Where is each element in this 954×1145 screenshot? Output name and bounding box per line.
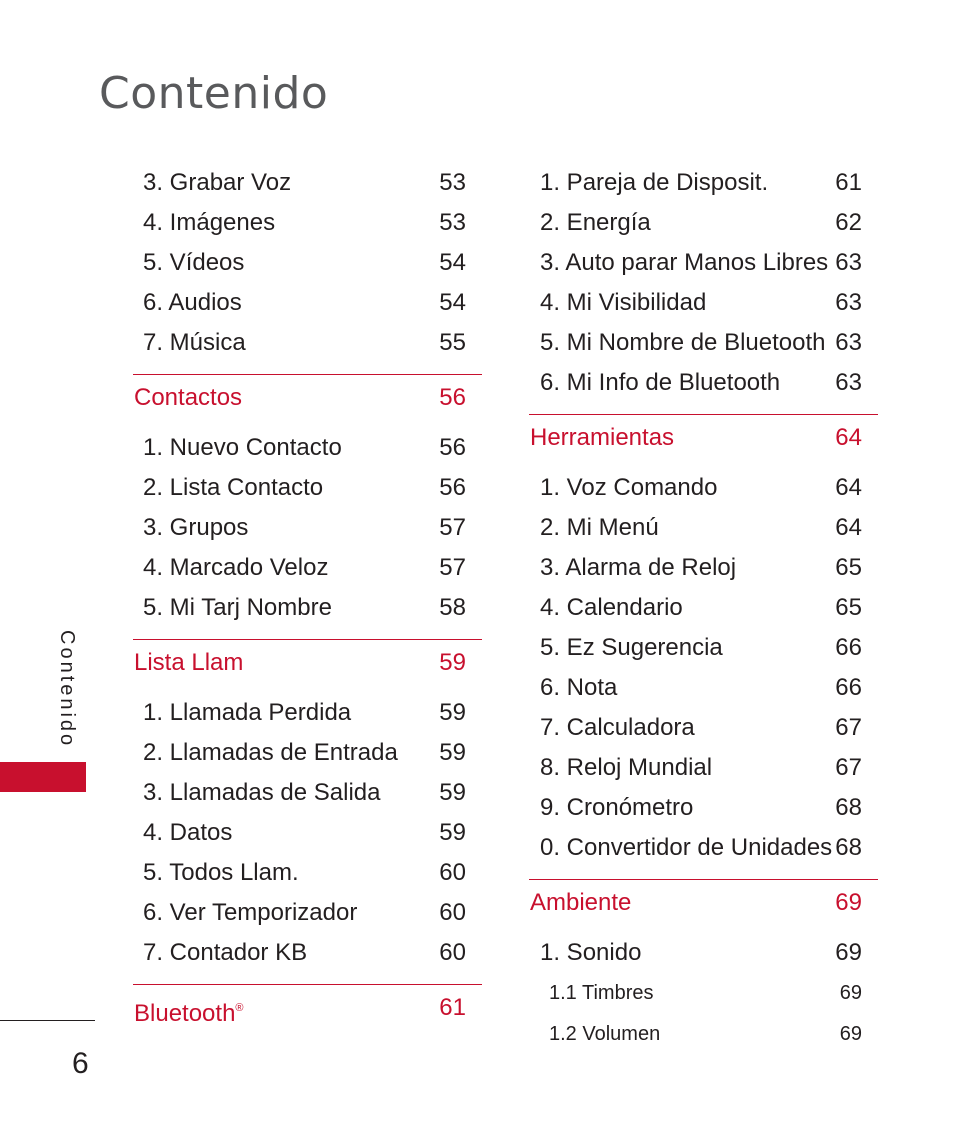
toc-entry[interactable]: [540, 328, 862, 358]
toc-entry-label: 4. Calendario: [540, 594, 683, 621]
toc-entry-page: 59: [439, 819, 466, 846]
toc-entry-page: 69: [839, 982, 862, 1004]
toc-entry[interactable]: [540, 553, 862, 583]
toc-entry-page: 65: [835, 594, 862, 621]
section-divider: [529, 879, 878, 880]
registered-mark: ®: [235, 1002, 244, 1014]
toc-entry-page: 60: [439, 859, 466, 886]
toc-entry-label: 2. Llamadas de Entrada: [143, 739, 398, 766]
toc-entry-label: 6. Ver Temporizador: [143, 899, 358, 926]
toc-entry[interactable]: [143, 168, 466, 198]
toc-entry[interactable]: [540, 753, 862, 783]
toc-section-heading[interactable]: [134, 648, 466, 678]
toc-entry-page: 67: [835, 754, 862, 781]
toc-entry-label: 4. Marcado Veloz: [143, 554, 329, 581]
toc-entry[interactable]: [143, 818, 466, 848]
toc-entry-page: 65: [835, 554, 862, 581]
toc-section-title: Lista Llam: [134, 649, 244, 676]
toc-section-page: 56: [439, 384, 466, 411]
toc-entry-label: 2. Mi Menú: [540, 514, 659, 541]
toc-entry-page: 53: [439, 169, 466, 196]
toc-entry-page: 61: [835, 169, 862, 196]
toc-entry-label: 4. Datos: [143, 819, 233, 846]
section-divider: [133, 374, 482, 375]
toc-entry[interactable]: [540, 593, 862, 623]
toc-entry[interactable]: [540, 248, 862, 278]
toc-entry-label: 5. Todos Llam.: [143, 859, 299, 886]
toc-entry-page: 59: [439, 779, 466, 806]
toc-entry[interactable]: [143, 938, 466, 968]
toc-entry-page: 56: [439, 434, 466, 461]
toc-section-page: 61: [439, 994, 466, 1021]
toc-entry-label: 6. Mi Info de Bluetooth: [540, 369, 781, 396]
toc-subentry[interactable]: [549, 978, 862, 1008]
toc-entry[interactable]: [143, 778, 466, 808]
toc-entry-label: 4. Mi Visibilidad: [540, 289, 707, 316]
toc-entry-label: 1.1 Timbres: [549, 982, 654, 1004]
toc-section-heading[interactable]: [134, 993, 466, 1027]
toc-section-title: Contactos: [134, 384, 243, 411]
toc-entry-label: 1. Pareja de Disposit.: [540, 169, 769, 196]
toc-entry[interactable]: [540, 368, 862, 398]
toc-entry-page: 57: [439, 554, 466, 581]
toc-entry[interactable]: [143, 248, 466, 278]
toc-entry-label: 3. Llamadas de Salida: [143, 779, 381, 806]
toc-entry[interactable]: [143, 698, 466, 728]
toc-entry-label: 7. Música: [143, 329, 246, 356]
toc-entry[interactable]: [143, 898, 466, 928]
toc-section-heading[interactable]: [530, 888, 862, 918]
toc-entry-label: 3. Grupos: [143, 514, 249, 541]
toc-entry-page: 63: [835, 249, 862, 276]
toc-entry[interactable]: [540, 673, 862, 703]
toc-entry[interactable]: [540, 168, 862, 198]
toc-entry-page: 63: [835, 369, 862, 396]
toc-entry[interactable]: [540, 288, 862, 318]
toc-entry[interactable]: [143, 208, 466, 238]
toc-section-title: Bluetooth®: [134, 1000, 244, 1027]
toc-entry-page: 57: [439, 514, 466, 541]
page-number: 6: [72, 1047, 89, 1080]
toc-entry-page: 56: [439, 474, 466, 501]
toc-entry[interactable]: [540, 833, 862, 863]
toc-entry-label: 1. Voz Comando: [540, 474, 718, 501]
toc-entry-label: 4. Imágenes: [143, 209, 276, 236]
toc-entry-page: 60: [439, 899, 466, 926]
toc-entry-label: 1. Nuevo Contacto: [143, 434, 342, 461]
toc-entry[interactable]: [143, 288, 466, 318]
toc-entry-page: 59: [439, 739, 466, 766]
toc-entry-label: 5. Vídeos: [143, 249, 245, 276]
toc-entry[interactable]: [540, 793, 862, 823]
toc-entry-page: 63: [835, 329, 862, 356]
toc-section-page: 59: [439, 649, 466, 676]
toc-entry-label: 8. Reloj Mundial: [540, 754, 713, 781]
toc-entry-page: 66: [835, 634, 862, 661]
toc-entry-label: 3. Auto parar Manos Libres: [540, 249, 829, 276]
toc-entry-label: 7. Contador KB: [143, 939, 308, 966]
section-divider: [133, 639, 482, 640]
toc-entry-page: 68: [835, 794, 862, 821]
toc-entry-label: 5. Mi Tarj Nombre: [143, 594, 332, 621]
section-divider: [133, 984, 482, 985]
toc-entry-page: 69: [835, 939, 862, 966]
toc-entry[interactable]: [540, 513, 862, 543]
toc-entry-page: 67: [835, 714, 862, 741]
toc-entry-page: 60: [439, 939, 466, 966]
toc-entry[interactable]: [143, 513, 466, 543]
toc-entry-label: 2. Lista Contacto: [143, 474, 324, 501]
page-number-rule: [0, 1020, 95, 1021]
toc-entry-label: 5. Ez Sugerencia: [540, 634, 723, 661]
toc-entry-page: 62: [835, 209, 862, 236]
toc-entry[interactable]: [540, 633, 862, 663]
toc-entry-label: 7. Calculadora: [540, 714, 695, 741]
toc-entry-page: 69: [839, 1023, 862, 1045]
toc-section-heading[interactable]: [134, 383, 466, 413]
toc-entry-page: 54: [439, 289, 466, 316]
toc-entry-page: 64: [835, 474, 862, 501]
toc-entry-page: 59: [439, 699, 466, 726]
toc-entry[interactable]: [540, 208, 862, 238]
toc-entry-page: 66: [835, 674, 862, 701]
side-section-label: Contenido: [56, 630, 78, 749]
toc-entry-label: 6. Nota: [540, 674, 618, 701]
toc-entry-label: 3. Grabar Voz: [143, 169, 292, 196]
toc-entry[interactable]: [143, 328, 466, 358]
toc-entry-label: 1.2 Volumen: [549, 1023, 661, 1045]
toc-entry-page: 55: [439, 329, 466, 356]
toc-entry[interactable]: [143, 553, 466, 583]
toc-entry-label: 3. Alarma de Reloj: [540, 554, 737, 581]
side-tab-marker: [0, 762, 86, 792]
toc-entry-label: 6. Audios: [143, 289, 242, 316]
toc-entry[interactable]: [143, 433, 466, 463]
toc-entry-label: 0. Convertidor de Unidades: [540, 834, 833, 861]
toc-entry-page: 53: [439, 209, 466, 236]
toc-subentry[interactable]: [549, 1019, 862, 1049]
toc-entry[interactable]: [143, 738, 466, 768]
toc-section-page: 64: [835, 424, 862, 451]
toc-entry-page: 68: [835, 834, 862, 861]
toc-entry-label: 5. Mi Nombre de Bluetooth: [540, 329, 826, 356]
toc-entry-page: 58: [439, 594, 466, 621]
toc-entry[interactable]: [143, 473, 466, 503]
toc-entry[interactable]: [143, 858, 466, 888]
toc-section-title: Ambiente: [530, 889, 632, 916]
toc-entry[interactable]: [143, 593, 466, 623]
toc-section-heading[interactable]: [530, 423, 862, 453]
toc-section-title: Herramientas: [530, 424, 675, 451]
toc-entry-label: 1. Llamada Perdida: [143, 699, 352, 726]
toc-entry[interactable]: [540, 713, 862, 743]
toc-entry[interactable]: [540, 473, 862, 503]
toc-entry-label: 2. Energía: [540, 209, 651, 236]
page-title: Contenido: [99, 68, 329, 119]
toc-section-page: 69: [835, 889, 862, 916]
toc-entry[interactable]: [540, 938, 862, 968]
section-divider: [529, 414, 878, 415]
toc-entry-page: 54: [439, 249, 466, 276]
toc-entry-page: 64: [835, 514, 862, 541]
toc-entry-label: 1. Sonido: [540, 939, 642, 966]
toc-entry-label: 9. Cronómetro: [540, 794, 694, 821]
toc-entry-page: 63: [835, 289, 862, 316]
